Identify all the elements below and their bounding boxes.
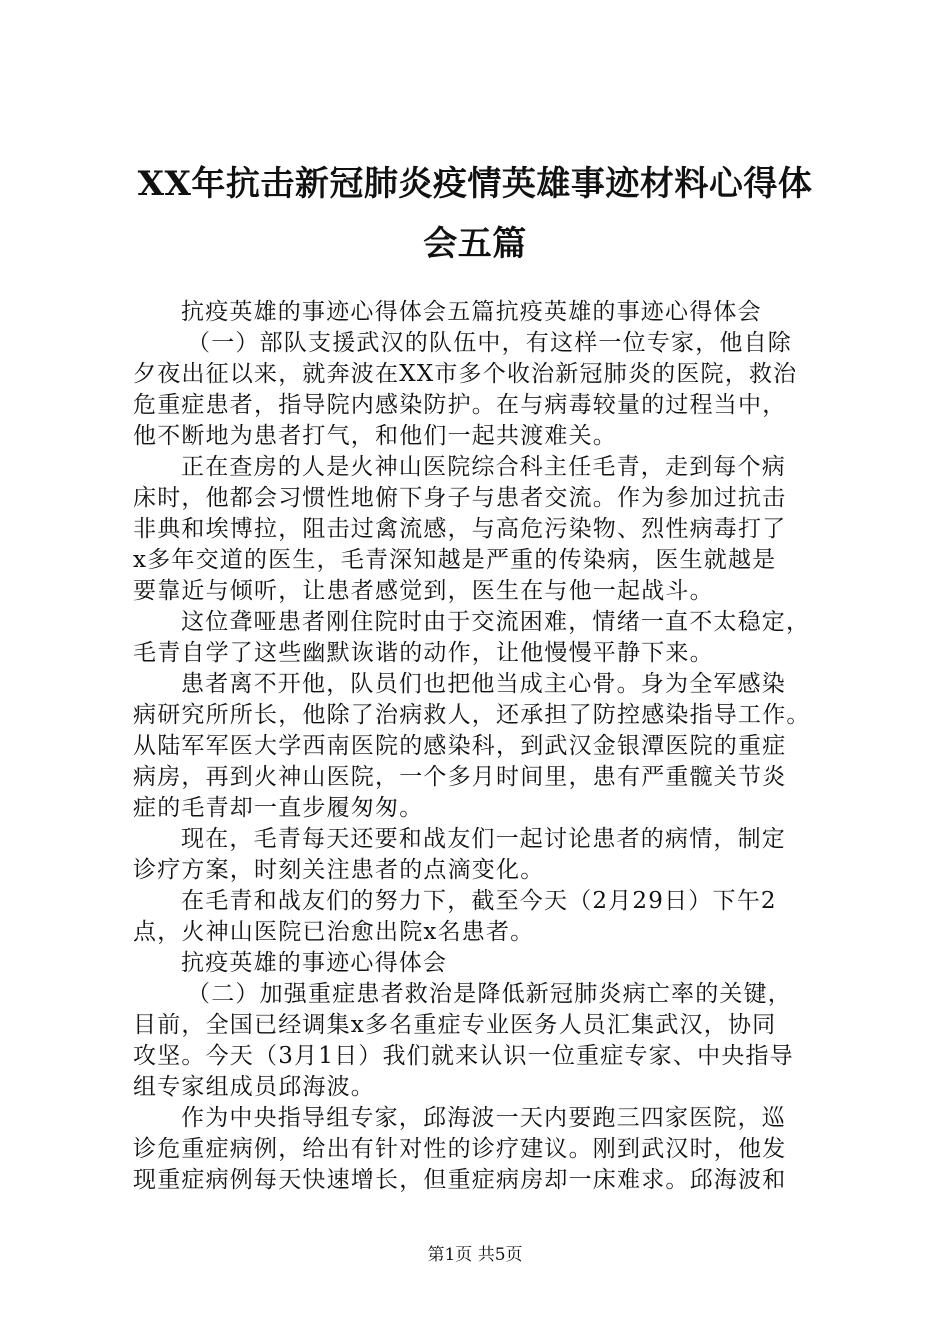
body-line: 诊疗方案，时刻关注患者的点滴变化。 (133, 857, 545, 883)
section-heading: 抗疫英雄的事迹心得体会 (181, 950, 448, 976)
body-line: 毛青自学了这些幽默诙谐的动作，让他慢慢平静下来。 (133, 640, 714, 666)
body-line: 作为中央指导组专家，邱海波一天内要跑三四家医院，巡 (181, 1105, 786, 1131)
body-line: 诊危重症病例，给出有针对性的诊疗建议。刚到武汉时，他发 (133, 1136, 787, 1162)
body-line: 症的毛青却一直步履匆匆。 (133, 795, 424, 821)
body-line: 非典和埃博拉，阻击过禽流感，与高危污染物、烈性病毒打了 (133, 516, 787, 542)
body-line: 病研究所所长，他除了治病救人，还承担了防控感染指导工作。 (133, 702, 811, 728)
body-line: 目前，全国已经调集x多名重症专业医务人员汇集武汉，协同 (133, 1012, 777, 1038)
body-line: 患者离不开他，队员们也把他当成主心骨。身为全军感染 (181, 671, 786, 697)
body-line: 正在查房的人是火神山医院综合科主任毛青，走到每个病 (181, 454, 786, 480)
body-line: 这位聋哑患者刚住院时由于交流困难，情绪一直不太稳定， (181, 609, 811, 635)
body-line: （二）加强重症患者救治是降低新冠肺炎病亡率的关键， (187, 981, 792, 1007)
body-line: 现在，毛青每天还要和战友们一起讨论患者的病情，制定 (181, 826, 786, 852)
body-line: 要靠近与倾听，让患者感觉到，医生在与他一起战斗。 (133, 578, 714, 604)
body-line: 病房，再到火神山医院，一个多月时间里，患有严重髋关节炎 (133, 764, 787, 790)
body-line: 在毛青和战友们的努力下，截至今天（2月29日）下午2 (181, 888, 777, 914)
body-line: 抗疫英雄的事迹心得体会五篇抗疫英雄的事迹心得体会 (181, 299, 762, 325)
document-title-line-1: XX年抗击新冠肺炎疫情英雄事迹材料心得体 (137, 164, 813, 204)
body-line: x多年交道的医生，毛青深知越是严重的传染病，医生就越是 (133, 547, 777, 573)
body-line: 组专家组成员邱海波。 (133, 1074, 375, 1100)
body-line: 夕夜出征以来，就奔波在XX市多个收治新冠肺炎的医院，救治 (133, 361, 798, 387)
document-title-line-2: 会五篇 (423, 224, 527, 264)
page-number-footer: 第1页 共5页 (427, 1245, 523, 1265)
body-line: 他不断地为患者打气，和他们一起共渡难关。 (133, 423, 617, 449)
body-line: 从陆军军医大学西南医院的感染科，到武汉金银潭医院的重症 (133, 733, 787, 759)
body-line: 现重症病例每天快速增长，但重症病房却一床难求。邱海波和 (133, 1167, 787, 1193)
body-line: 危重症患者，指导院内感染防护。在与病毒较量的过程当中， (133, 392, 787, 418)
body-line: （一）部队支援武汉的队伍中，有这样一位专家，他自除 (187, 330, 792, 356)
body-line: 床时，他都会习惯性地俯下身子与患者交流。作为参加过抗击 (133, 485, 787, 511)
body-line: 点，火神山医院已治愈出院x名患者。 (133, 919, 535, 945)
body-line: 攻坚。今天（3月1日）我们就来认识一位重症专家、中央指导 (133, 1043, 794, 1069)
